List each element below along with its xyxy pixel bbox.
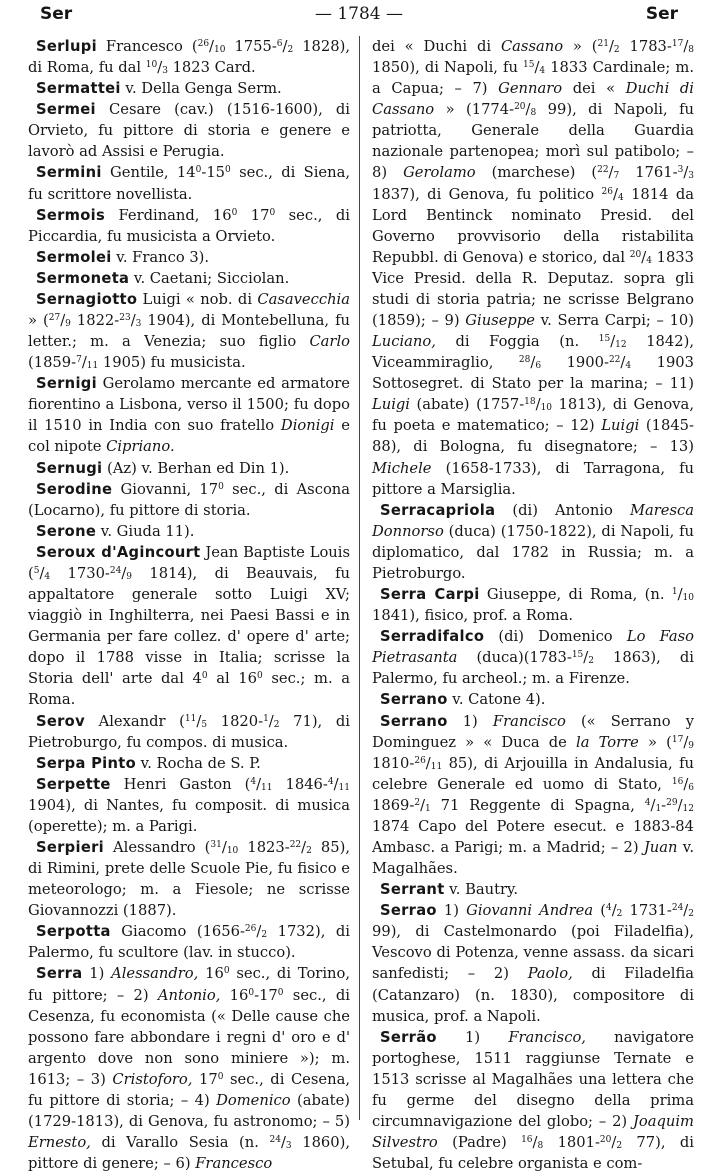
- running-head-right: Ser: [645, 4, 678, 24]
- headword: Serracapriola: [380, 501, 496, 519]
- headword: Serov: [36, 712, 85, 730]
- entry-serpotta: Serpotta Giacomo ($1656-^{26}/_2$ 1732), di Palermo, fu scultore (lav. in stucco).: [28, 923, 351, 962]
- entry-serra-part2: dei « Duchi di Cassano » ($^{21}/_2$ $1783-^{17}/_8$ 1850), di Napoli, fu $^{15}/_4$ 1833 Cardinale; m. a Capua; – 7) Gennaro dei « Duchi di Cassano » ($1774-^{20}/_8$ 99), di Napoli, fu patriotta, Generale della Guardia nazionale partenopea; morì sul patibolo; – 8) Gerolamo (marchese) ($^{22}/_7$ $1761-^3/_3$ 1837), di Genova, fu politico $^{26}/_4$ 1814 da Lord Bentinck nominato Presid. del Governo provvisorio della ristabilita Repubbl. di Genova) e storico, dal $^{20}/_4$ 1833 Vice Presid. della R. Deputaz. sopra gli studi di storia patria; ne scrisse Belgrano (1859); – 9) Giuseppe v. Serra Carpi; – 10) Luciano, di Foggia (n. $^{15}/_{12}$ 1842), Viceammiraglio, $^{28}/_6$ $1900-^{22}/_4$ 1903 Sottosegret. di Stato per la marina; – 11) Luigi (abate) ($1757-^{18}/_{10}$ 1813), di Genova, fu poeta e matematico; – 12) Luigi (1845-88), di Bologna, fu disegnatore; – 13) Michele (1658-1733), di Tarragona, fu pittore a Marsiglia.: [372, 38, 695, 498]
- entry-serrao: Serrao 1) Giovanni Andrea ($^4/_2$ $1731-^{24}/_2$ 99), di Castelmonardo (poi Filadelfia), Vescovo di Potenza, venne assass. da sicari sanfedisti; – 2) Paolo, di Filadelfia (Catanzaro) (n. 1830), compositore di musica, prof. a Napoli.: [372, 902, 694, 1025]
- headword: Serradifalco: [380, 628, 485, 646]
- page-number: — 1784 —: [314, 4, 404, 24]
- column-rule: [359, 36, 360, 1120]
- headword: Serrant: [380, 881, 445, 899]
- headword: Sernigi: [36, 375, 97, 393]
- running-head-left: Ser: [40, 4, 73, 24]
- headword: Serpa Pinto: [36, 754, 136, 772]
- entry-serodine: Serodine Giovanni, $17^0$ sec., di Ascona (Locarno), fu pittore di storia.: [28, 480, 350, 519]
- entry-sermois: Sermois Ferdinand, $16^0$ $17^0$ sec., di Piccardia, fu musicista a Orvieto.: [28, 206, 350, 245]
- headword: Serpieri: [36, 838, 104, 856]
- entry-sernagiotto: Sernagiotto Luigi « nob. di Casavecchia » ($^{27}/_9$ $1822-^{23}/_3$ 1904), di Montebelluna, fu letter.; m. a Venezia; suo figlio Carlo ($1859-^7/_{11}$ 1905) fu musicista.: [28, 290, 350, 372]
- headword: Sermei: [36, 101, 96, 119]
- entry-seroux-dagincourt: Seroux d'Agincourt Jean Baptiste Louis ($^5/_4$ $1730-^{24}/_9$ 1814), di Beauvais, fu appaltatore generale sotto Luigi XV; viaggiò in Inghilterra, nei Paesi Bassi e in Germania per fare collez. d' opere d' arte; dopo il 1788 visse in Italia; scrisse la Storia dell' arte dal $4^0$ al $16^0$ sec.; m. a Roma.: [28, 543, 350, 709]
- headword: Serone: [36, 522, 97, 540]
- entry-sernigi: Sernigi Gerolamo mercante ed armatore fiorentino a Lisbona, verso il 1500; fu dopo il 1510 in India con suo fratello Dionigi e col nipote Cipriano.: [28, 375, 350, 456]
- headword: Sernagiotto: [36, 290, 138, 308]
- headword: Serlupi: [36, 38, 97, 55]
- entry-sermattei: Sermattei v. Della Genga Serm.: [36, 80, 282, 98]
- headword: Seroux d'Agincourt: [36, 543, 201, 561]
- entry-serpette: Serpette Henri Gaston ($^4/_{11}$ $1846-^4/_{11}$ 1904), di Nantes, fu composit. di musica (operette); m. a Parigi.: [28, 775, 350, 835]
- entry-serradifalco: Serradifalco (di) Domenico Lo Faso Pietrasanta $(duca)(1783-^{15}/_2$ 1863), di Palermo, fu archeol.; m. a Firenze.: [372, 628, 694, 688]
- headword: Sermattei: [36, 80, 121, 98]
- headword: Sermoneta: [36, 269, 130, 287]
- headword: Serrano: [380, 691, 448, 709]
- entry-sermini: Sermini Gentile, $14^0-15^0$ sec., di Siena, fu scrittore novellista.: [28, 164, 350, 203]
- entry-serracapriola: Serracapriola (di) Antonio Maresca Donnorso (duca) (1750-1822), di Napoli, fu diplomatico, dal 1782 in Russia; m. a Pietroburgo.: [372, 501, 694, 582]
- entry-serra-carpi: Serra Carpi Giuseppe, di Roma, (n. $^1/_{10}$ 1841), fisico, prof. a Roma.: [372, 586, 694, 625]
- entry-sernugi: Sernugi (Az) v. Berhan ed Din 1).: [36, 459, 290, 477]
- headword: Sermini: [36, 164, 102, 182]
- entry-serpa-pinto: Serpa Pinto v. Rocha de S. P.: [36, 754, 261, 772]
- headword: Serrão: [380, 1028, 437, 1046]
- headword: Serra: [36, 965, 83, 983]
- entry-serone: Serone v. Giuda 11).: [36, 522, 195, 540]
- entry-serrant: Serrant v. Bautry.: [380, 881, 519, 899]
- entry-serrano-ref: Serrano v. Catone 4).: [380, 691, 546, 709]
- page-header: [0, 0, 718, 30]
- entry-serrao-pt: Serrão 1) Francisco, navigatore portoghese, 1511 raggiunse Ternate e 1513 scrisse al Magalhães una lettera che fu germe del disegno della prima circumnavigazione del globo; – 2) Joaquim Silvestro (Padre) $^{16}/_8$ $1801-^{20}/_2$ 77), di Setubal, fu celebre organista e com-: [372, 1028, 695, 1173]
- headword: Serpette: [36, 775, 111, 793]
- headword: Sernugi: [36, 459, 103, 477]
- entry-serra-part1: Serra 1) Alessandro, $16^0$ sec., di Torino, fu pittore; – 2) Antonio, $16^0-17^0$ sec., di Cesenza, fu economista (« Delle cause che possono fare abbondare i regni d' oro e d' argento dove non sono miniere »); m. 1613; – 3) Cristoforo, $17^0$ sec., di Cesena, fu pittore di storia; – 4) Domenico (abate) (1729-1813), di Genova, fu astronomo; – 5) Ernesto, di Varallo Sesia (n. $^{24}/_3$ 1860), pittore di genere; – 6) Francesco: [28, 965, 351, 1173]
- entry-serpieri: Serpieri Alessandro ($^{31}/_{10}$ $1823-^{22}/_2$ 85), di Rimini, prete delle Scuole Pie, fu fisico e meteorologo; m. a Fiesole; ne scrisse Giovannozzi (1887).: [28, 838, 351, 920]
- entry-serrano: Serrano 1) Francisco (« Serrano y Dominguez » « Duca de la Torre » ($^{17}/_9$ $1810-^{26}/_{11}$ 85), di Arjouilla in Andalusia, fu celebre Generale ed uomo di Stato, $^{16}/_6$ $1869-^2/_1$ 71 Reggente di Spagna, $^4/_1-^{29}/_{12}$ 1874 Capo del Potere esecut. e 1883-84 Ambasc. a Parigi; m. a Madrid; – 2) Juan v. Magalhães.: [372, 712, 695, 878]
- entry-serlupi: Serlupi Francesco ($^{26}/_{10}$ $1755-^6/_2$ 1828), di Roma, fu dal $^{10}/_3$ 1823 Card.: [28, 38, 350, 77]
- headword: Serrao: [380, 902, 437, 920]
- headword: Serrano: [380, 712, 448, 730]
- right-column: [372, 36, 694, 1174]
- headword: Serpotta: [36, 923, 111, 941]
- entry-sermoneta: Sermoneta v. Caetani; Sicciolan.: [36, 269, 290, 287]
- headword: Sermolei: [36, 248, 112, 266]
- entry-serov: Serov Alexandr ($^{11}/_5$ $1820-^1/_2$ 71), di Pietroburgo, fu compos. di musica.: [28, 712, 350, 751]
- headword: Serodine: [36, 480, 113, 498]
- headword: Serra Carpi: [380, 586, 480, 604]
- headword: Sermois: [36, 206, 106, 224]
- entry-sermolei: Sermolei v. Franco 3).: [36, 248, 210, 266]
- entry-sermei: Sermei Cesare (cav.) (1516-1600), di Orvieto, fu pittore di storia e genere e lavorò ad Assisi e Perugia.: [28, 101, 350, 161]
- left-column: [28, 36, 350, 1174]
